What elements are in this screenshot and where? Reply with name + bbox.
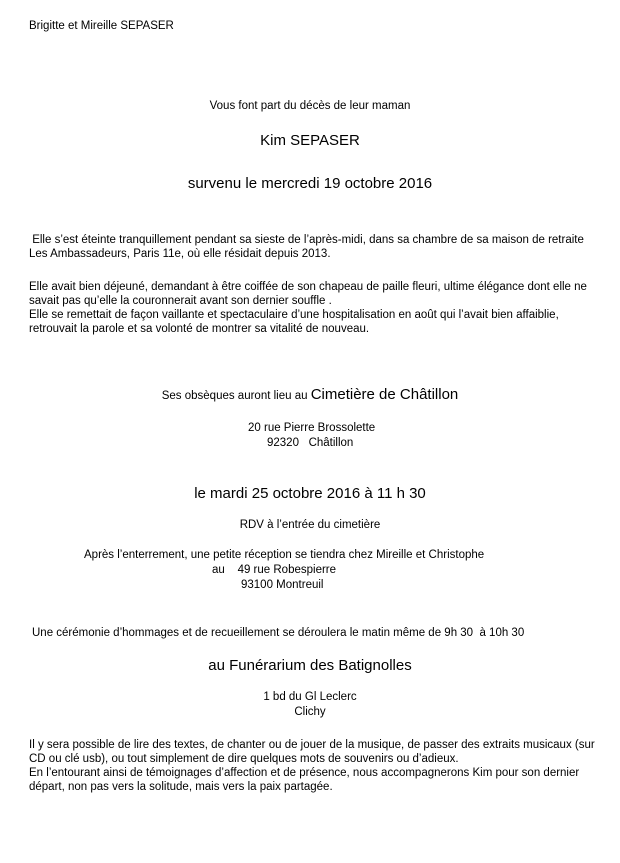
closing-paragraph-farewell: En l’entourant ainsi de témoignages d’affection et de présence, nous accompagnerons Kim pour son dernier départ, non pas vers la solitude, mais vers la paix partagée. xyxy=(29,767,580,793)
reception-announcement: Après l’enterrement, une petite réception se tiendra chez Mireille et Christophe xyxy=(84,549,485,561)
intro-line: Vous font part du décès de leur maman xyxy=(209,100,411,112)
reception-address-street: au 49 rue Robespierre xyxy=(212,564,337,576)
paragraph-last-meal: Elle avait bien déjeuné, demandant à être coiffée de son chapeau de paille fleuri, ultime élégance dont elle ne savait pas qu’elle la couronnerait avant son dernier souffle . xyxy=(29,281,587,307)
ceremony-address-street: 1 bd du Gl Leclerc xyxy=(263,691,357,703)
ceremony-venue: au Funérarium des Batignolles xyxy=(208,657,412,674)
funeral-address-street: 20 rue Pierre Brossolette xyxy=(248,422,376,434)
funeral-place-line xyxy=(0,386,620,404)
death-date: survenu le mercredi 19 octobre 2016 xyxy=(187,175,433,192)
ceremony-address-city: Clichy xyxy=(294,706,326,718)
paragraph-recovery: Elle se remettait de façon vaillante et spectaculaire d’une hospitalisation en août qui l’avait bien affaiblie, retrouvait la parole et sa volonté de montrer sa vitalité de nouveau. xyxy=(29,309,559,335)
closing-text xyxy=(29,738,599,794)
sender-names: Brigitte et Mireille SEPASER xyxy=(29,20,174,32)
funeral-prefix: Ses obsèques auront lieu au xyxy=(161,390,311,402)
paragraph-death: Elle s’est éteinte tranquillement pendant sa sieste de l’après-midi, dans sa chambre de sa maison de retraite Les Ambassadeurs, Paris 11e, où elle résidait depuis 2013. xyxy=(29,234,588,260)
funeral-place: Cimetière de Châtillon xyxy=(310,386,459,403)
funeral-meeting: RDV à l’entrée du cimetière xyxy=(239,519,381,531)
reception-address-city: 93100 Montreuil xyxy=(241,579,324,591)
funeral-datetime: le mardi 25 octobre 2016 à 11 h 30 xyxy=(194,485,426,502)
deceased-name: Kim SEPASER xyxy=(260,132,360,149)
paragraph-life xyxy=(29,280,599,336)
funeral-address-city: 92320 Châtillon xyxy=(267,437,354,449)
closing-paragraph-readings: Il y sera possible de lire des textes, de chanter ou de jouer de la musique, de passer des extraits musicaux (sur CD ou clé usb), ou tout simplement de dire quelques mots de souvenirs ou d’adieux. xyxy=(29,739,595,765)
ceremony-announcement: Une cérémonie d’hommages et de recueillement se déroulera le matin même de 9h 30 à 10h 30 xyxy=(32,627,525,639)
